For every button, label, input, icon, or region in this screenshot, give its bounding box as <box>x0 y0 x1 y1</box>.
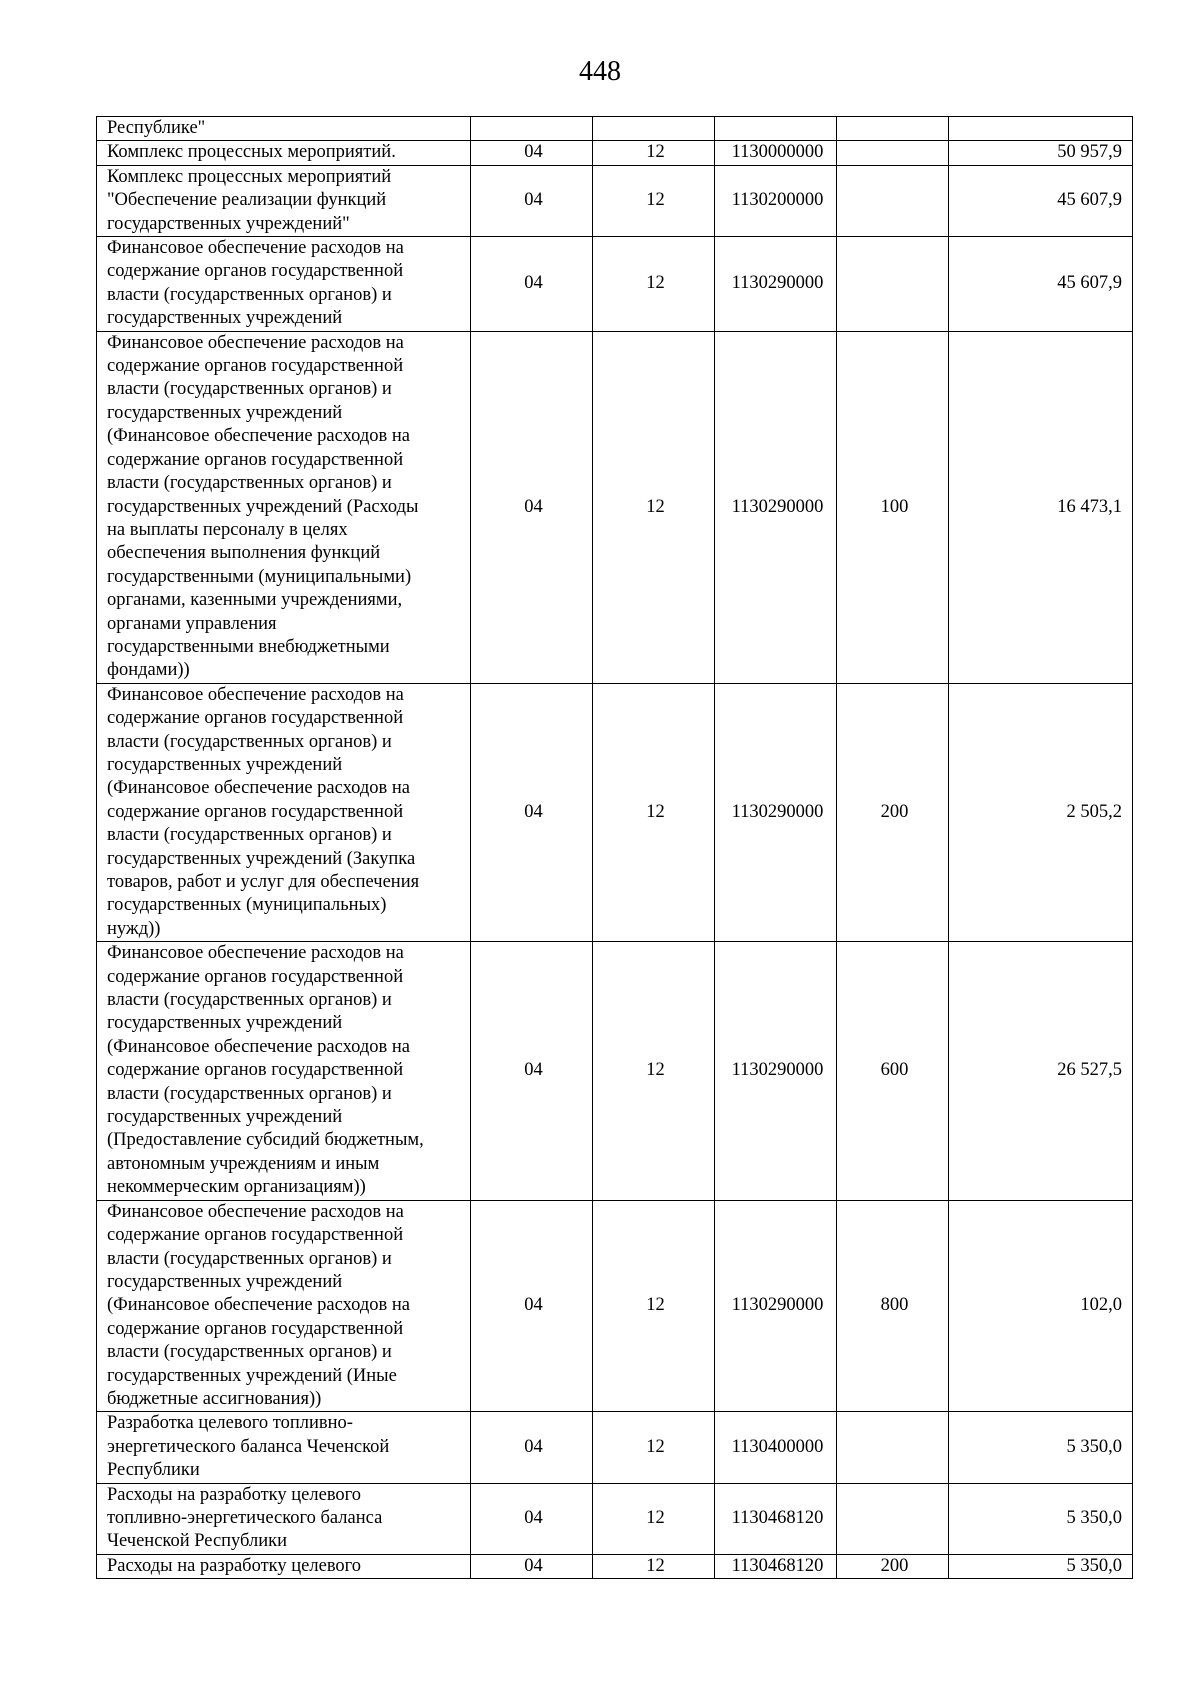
item-name: Финансовое обеспечение расходов на содержание органов государственной власти (государственных органов) и государственных учреждений (Финансовое обеспечение расходов на содержание органов государственной власти (государственных органов) и государственных учреждений (Закупка товаров, работ и услуг для обеспечения государственных (муниципальных) нужд)) <box>97 683 471 941</box>
table-row <box>97 683 1133 941</box>
subsection-code: 12 <box>593 1483 715 1554</box>
budget-table <box>96 116 1133 1579</box>
subsection-code: 12 <box>593 683 715 941</box>
amount: 45 607,9 <box>949 165 1133 236</box>
expense-type-code: 200 <box>837 683 949 941</box>
amount: 5 350,0 <box>949 1483 1133 1554</box>
section-code: 04 <box>471 1412 593 1483</box>
subsection-code: 12 <box>593 1200 715 1412</box>
amount: 26 527,5 <box>949 942 1133 1200</box>
expense-type-code <box>837 1412 949 1483</box>
subsection-code: 12 <box>593 942 715 1200</box>
target-article-code: 1130468120 <box>715 1483 837 1554</box>
amount: 50 957,9 <box>949 141 1133 165</box>
item-name: Расходы на разработку целевого топливно-энергетического баланса Чеченской Республики <box>97 1483 471 1554</box>
expense-type-code <box>837 117 949 141</box>
section-code: 04 <box>471 331 593 683</box>
section-code: 04 <box>471 942 593 1200</box>
amount: 45 607,9 <box>949 237 1133 332</box>
amount: 102,0 <box>949 1200 1133 1412</box>
subsection-code: 12 <box>593 331 715 683</box>
subsection-code: 12 <box>593 165 715 236</box>
amount <box>949 117 1133 141</box>
subsection-code: 12 <box>593 141 715 165</box>
target-article-code: 1130290000 <box>715 683 837 941</box>
section-code: 04 <box>471 1483 593 1554</box>
item-name: Финансовое обеспечение расходов на содержание органов государственной власти (государственных органов) и государственных учреждений <box>97 237 471 332</box>
target-article-code: 1130000000 <box>715 141 837 165</box>
table-row <box>97 1412 1133 1483</box>
target-article-code: 1130290000 <box>715 1200 837 1412</box>
target-article-code: 1130200000 <box>715 165 837 236</box>
table-row <box>97 1483 1133 1554</box>
expense-type-code: 600 <box>837 942 949 1200</box>
item-name: Комплекс процессных мероприятий. <box>97 141 471 165</box>
expense-type-code <box>837 141 949 165</box>
target-article-code: 1130400000 <box>715 1412 837 1483</box>
section-code <box>471 117 593 141</box>
section-code: 04 <box>471 237 593 332</box>
page-number: 448 <box>579 56 621 87</box>
target-article-code <box>715 117 837 141</box>
target-article-code: 1130290000 <box>715 237 837 332</box>
target-article-code: 1130468120 <box>715 1554 837 1578</box>
table-row <box>97 1200 1133 1412</box>
table-row <box>97 117 1133 141</box>
item-name: Финансовое обеспечение расходов на содержание органов государственной власти (государственных органов) и государственных учреждений (Финансовое обеспечение расходов на содержание органов государственной власти (государственных органов) и государственных учреждений (Расходы на выплаты персоналу в целях обеспечения выполнения функций государственными (муниципальными) органами, казенными учреждениями, органами управления государственными внебюджетными фондами)) <box>97 331 471 683</box>
item-name: Комплекс процессных мероприятий "Обеспечение реализации функций государственных учреждений" <box>97 165 471 236</box>
budget-table-body <box>97 117 1133 1579</box>
target-article-code: 1130290000 <box>715 942 837 1200</box>
section-code: 04 <box>471 1200 593 1412</box>
table-row <box>97 141 1133 165</box>
table-row <box>97 165 1133 236</box>
table-row <box>97 331 1133 683</box>
expense-type-code <box>837 1483 949 1554</box>
subsection-code <box>593 117 715 141</box>
table-row <box>97 237 1133 332</box>
amount: 5 350,0 <box>949 1554 1133 1578</box>
expense-type-code <box>837 165 949 236</box>
expense-type-code: 200 <box>837 1554 949 1578</box>
item-name: Финансовое обеспечение расходов на содержание органов государственной власти (государственных органов) и государственных учреждений (Финансовое обеспечение расходов на содержание органов государственной власти (государственных органов) и государственных учреждений (Предоставление субсидий бюджетным, автономным учреждениям и иным некоммерческим организациям)) <box>97 942 471 1200</box>
item-name: Разработка целевого топливно- энергетического баланса Чеченской Республики <box>97 1412 471 1483</box>
amount: 2 505,2 <box>949 683 1133 941</box>
section-code: 04 <box>471 683 593 941</box>
expense-type-code: 100 <box>837 331 949 683</box>
item-name: Финансовое обеспечение расходов на содержание органов государственной власти (государственных органов) и государственных учреждений (Финансовое обеспечение расходов на содержание органов государственной власти (государственных органов) и государственных учреждений (Иные бюджетные ассигнования)) <box>97 1200 471 1412</box>
section-code: 04 <box>471 165 593 236</box>
item-name: Республике" <box>97 117 471 141</box>
item-name: Расходы на разработку целевого <box>97 1554 471 1578</box>
amount: 5 350,0 <box>949 1412 1133 1483</box>
target-article-code: 1130290000 <box>715 331 837 683</box>
expense-type-code <box>837 237 949 332</box>
section-code: 04 <box>471 1554 593 1578</box>
subsection-code: 12 <box>593 237 715 332</box>
expense-type-code: 800 <box>837 1200 949 1412</box>
subsection-code: 12 <box>593 1412 715 1483</box>
section-code: 04 <box>471 141 593 165</box>
subsection-code: 12 <box>593 1554 715 1578</box>
table-row <box>97 1554 1133 1578</box>
table-row <box>97 942 1133 1200</box>
amount: 16 473,1 <box>949 331 1133 683</box>
